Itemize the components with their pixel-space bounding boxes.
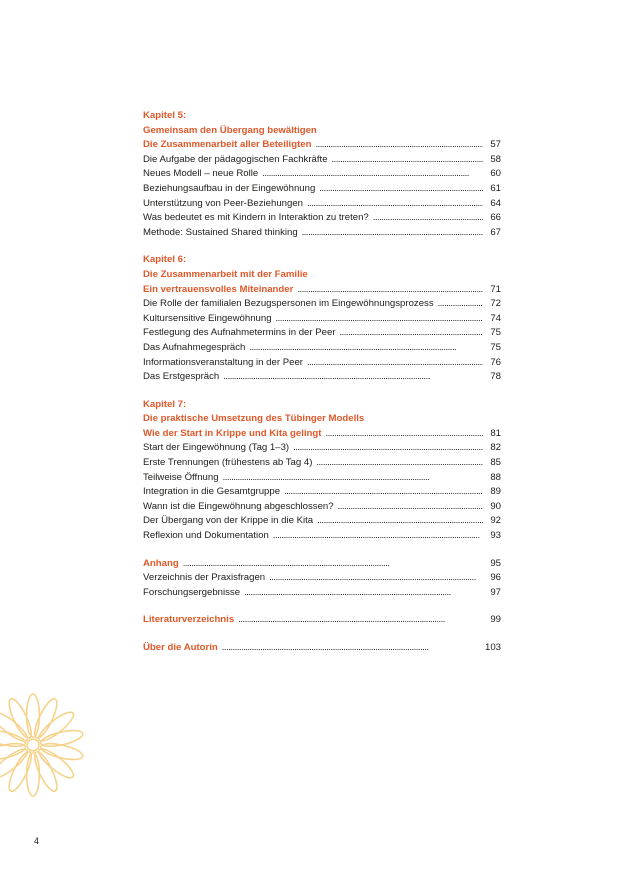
toc-entry[interactable] (143, 514, 501, 529)
toc-entry-title: Kultursensitive Eingewöhnung (143, 312, 272, 324)
toc-entry[interactable] (143, 197, 501, 212)
toc-page-number: 81 (490, 427, 501, 439)
dot-leader (222, 641, 479, 656)
toc-page-number: 67 (490, 226, 501, 238)
toc-heading-line[interactable] (143, 557, 501, 572)
toc-page-number: 97 (490, 586, 501, 598)
toc-entry[interactable] (143, 153, 501, 168)
toc-entry[interactable] (143, 571, 501, 586)
toc-entry[interactable] (143, 370, 501, 385)
toc-heading-line[interactable] (143, 124, 501, 139)
toc-entry-title: Das Aufnahmegespräch (143, 341, 246, 353)
toc-section (143, 557, 501, 601)
toc-heading-line[interactable] (143, 613, 501, 628)
toc-page-number: 74 (490, 312, 501, 324)
toc-entry-title: Integration in die Gesamtgruppe (143, 486, 281, 498)
dot-leader (297, 283, 483, 298)
dot-leader (284, 485, 483, 500)
toc-page-number: 61 (490, 182, 501, 194)
flower-ornament (0, 686, 92, 804)
toc-page-number: 75 (490, 327, 501, 339)
toc-page-number: 96 (490, 572, 501, 584)
toc-heading-line[interactable] (143, 641, 501, 656)
toc-heading-text: Die praktische Umsetzung des Tübinger Modells (143, 413, 365, 425)
toc-entry[interactable] (143, 211, 501, 226)
dot-leader (373, 211, 483, 226)
toc-section (143, 613, 501, 628)
dot-leader (262, 167, 483, 182)
dot-leader (315, 138, 483, 153)
dot-leader (223, 471, 483, 486)
flower-petal (27, 753, 40, 796)
toc-heading-line[interactable] (143, 253, 501, 268)
toc-entry-title: Start der Eingewöhnung (Tag 1–3) (143, 442, 290, 454)
toc-heading-line[interactable] (143, 109, 501, 124)
toc-page-number: 103 (484, 642, 501, 653)
toc-entry[interactable] (143, 297, 501, 312)
toc-page-number: 95 (490, 557, 501, 569)
toc-heading-line[interactable] (143, 268, 501, 283)
toc-entry-title: Teilweise Öffnung (143, 471, 219, 483)
toc-heading-text: Über die Autorin (143, 642, 218, 653)
toc-entry[interactable] (143, 441, 501, 456)
dot-leader (244, 586, 483, 601)
dot-leader (302, 226, 483, 241)
toc-heading-line[interactable] (143, 427, 501, 442)
dot-leader (338, 500, 483, 515)
toc-section (143, 398, 501, 544)
dot-leader (317, 514, 483, 529)
toc-entry-title: Verzeichnis der Praxisfragen (143, 572, 266, 584)
dot-leader (269, 571, 483, 586)
toc-page-number: 72 (490, 298, 501, 310)
dot-leader (438, 297, 483, 312)
toc-heading-text: Kapitel 7: (143, 398, 187, 410)
dot-leader (307, 356, 483, 371)
toc-heading-text: Kapitel 5: (143, 110, 187, 121)
toc-heading-text: Gemeinsam den Übergang bewältigen (143, 124, 317, 136)
toc-entry-title: Unterstützung von Peer-Beziehungen (143, 197, 303, 209)
toc-page-number: 76 (490, 356, 501, 368)
toc-page-number: 58 (490, 153, 501, 165)
toc-page-number: 90 (490, 500, 501, 512)
dot-leader (325, 427, 483, 442)
page-number: 4 (34, 836, 40, 846)
dot-leader (340, 326, 483, 341)
toc-entry[interactable] (143, 529, 501, 544)
toc-page-number: 92 (490, 515, 501, 527)
dot-leader (183, 557, 483, 572)
toc-page-number: 88 (490, 471, 501, 483)
toc-entry[interactable] (143, 471, 501, 486)
toc-entry-title: Neues Modell – neue Rolle (143, 168, 259, 180)
toc-entry[interactable] (143, 456, 501, 471)
toc-entry-title: Festlegung des Aufnahmetermins in der Peer (143, 327, 336, 339)
toc-entry-title: Forschungsergebnisse (143, 586, 241, 598)
toc-entry[interactable] (143, 312, 501, 327)
toc-entry-title: Wann ist die Eingewöhnung abgeschlossen? (143, 500, 334, 512)
toc-entry-title: Der Übergang von der Krippe in die Kita (143, 515, 314, 527)
toc-page-number: 57 (490, 139, 501, 151)
toc-section (143, 641, 501, 656)
toc-page-number: 99 (490, 614, 501, 626)
toc-entry-title: Reflexion und Dokumentation (143, 530, 269, 542)
toc-entry-title: Beziehungsaufbau in der Eingewöhnung (143, 182, 316, 194)
toc-heading-line[interactable] (143, 412, 501, 427)
toc-heading-line[interactable] (143, 398, 501, 413)
toc-heading-text: Ein vertrauensvolles Miteinander (143, 283, 294, 295)
toc-entry-title: Das Erstgespräch (143, 371, 220, 383)
toc-entry-title: Erste Trennungen (frühestens ab Tag 4) (143, 457, 313, 469)
toc-page-number: 66 (490, 212, 501, 224)
dot-leader (276, 312, 483, 327)
toc-entry[interactable] (143, 341, 501, 356)
toc-heading-text: Literaturverzeichnis (143, 614, 235, 626)
toc-entry[interactable] (143, 500, 501, 515)
toc-entry[interactable] (143, 182, 501, 197)
table-of-contents (143, 109, 501, 669)
toc-entry[interactable] (143, 326, 501, 341)
dot-leader (249, 341, 483, 356)
toc-heading-text: Kapitel 6: (143, 254, 187, 266)
toc-page-number: 82 (490, 442, 501, 454)
dot-leader (319, 182, 483, 197)
dot-leader (238, 613, 483, 628)
toc-entry[interactable] (143, 167, 501, 182)
toc-page-number: 71 (490, 283, 501, 295)
toc-section (143, 253, 501, 384)
toc-page-number: 75 (490, 341, 501, 353)
dot-leader (223, 370, 483, 385)
dot-leader (316, 456, 483, 471)
toc-heading-text: Anhang (143, 557, 179, 569)
toc-entry-title: Die Rolle der familialen Bezugspersonen im Eingewöhnungsprozess (143, 298, 434, 310)
dot-leader (307, 197, 483, 212)
toc-page-number: 85 (490, 457, 501, 469)
flower-center (27, 739, 39, 751)
toc-heading-text: Wie der Start in Krippe und Kita gelingt (143, 427, 322, 439)
toc-page-number: 64 (490, 197, 501, 209)
flower-petal (27, 694, 40, 737)
dot-leader (293, 441, 483, 456)
toc-entry[interactable] (143, 356, 501, 371)
dot-leader (332, 153, 483, 168)
toc-heading-line[interactable] (143, 138, 501, 153)
toc-section (143, 109, 501, 240)
toc-page-number: 93 (490, 530, 501, 542)
toc-heading-line[interactable] (143, 283, 501, 298)
toc-page-number: 89 (490, 486, 501, 498)
toc-heading-text: Die Zusammenarbeit aller Beteiligten (143, 139, 312, 151)
toc-entry-title: Was bedeutet es mit Kindern in Interaktion zu treten? (143, 212, 369, 224)
toc-page-number: 78 (490, 371, 501, 383)
toc-entry[interactable] (143, 586, 501, 601)
toc-entry[interactable] (143, 226, 501, 241)
toc-entry-title: Methode: Sustained Shared thinking (143, 226, 298, 238)
toc-entry[interactable] (143, 485, 501, 500)
toc-page-number: 60 (490, 168, 501, 180)
dot-leader (273, 529, 483, 544)
toc-entry-title: Die Aufgabe der pädagogischen Fachkräfte (143, 153, 328, 165)
toc-heading-text: Die Zusammenarbeit mit der Familie (143, 268, 308, 280)
toc-entry-title: Informationsveranstaltung in der Peer (143, 356, 303, 368)
